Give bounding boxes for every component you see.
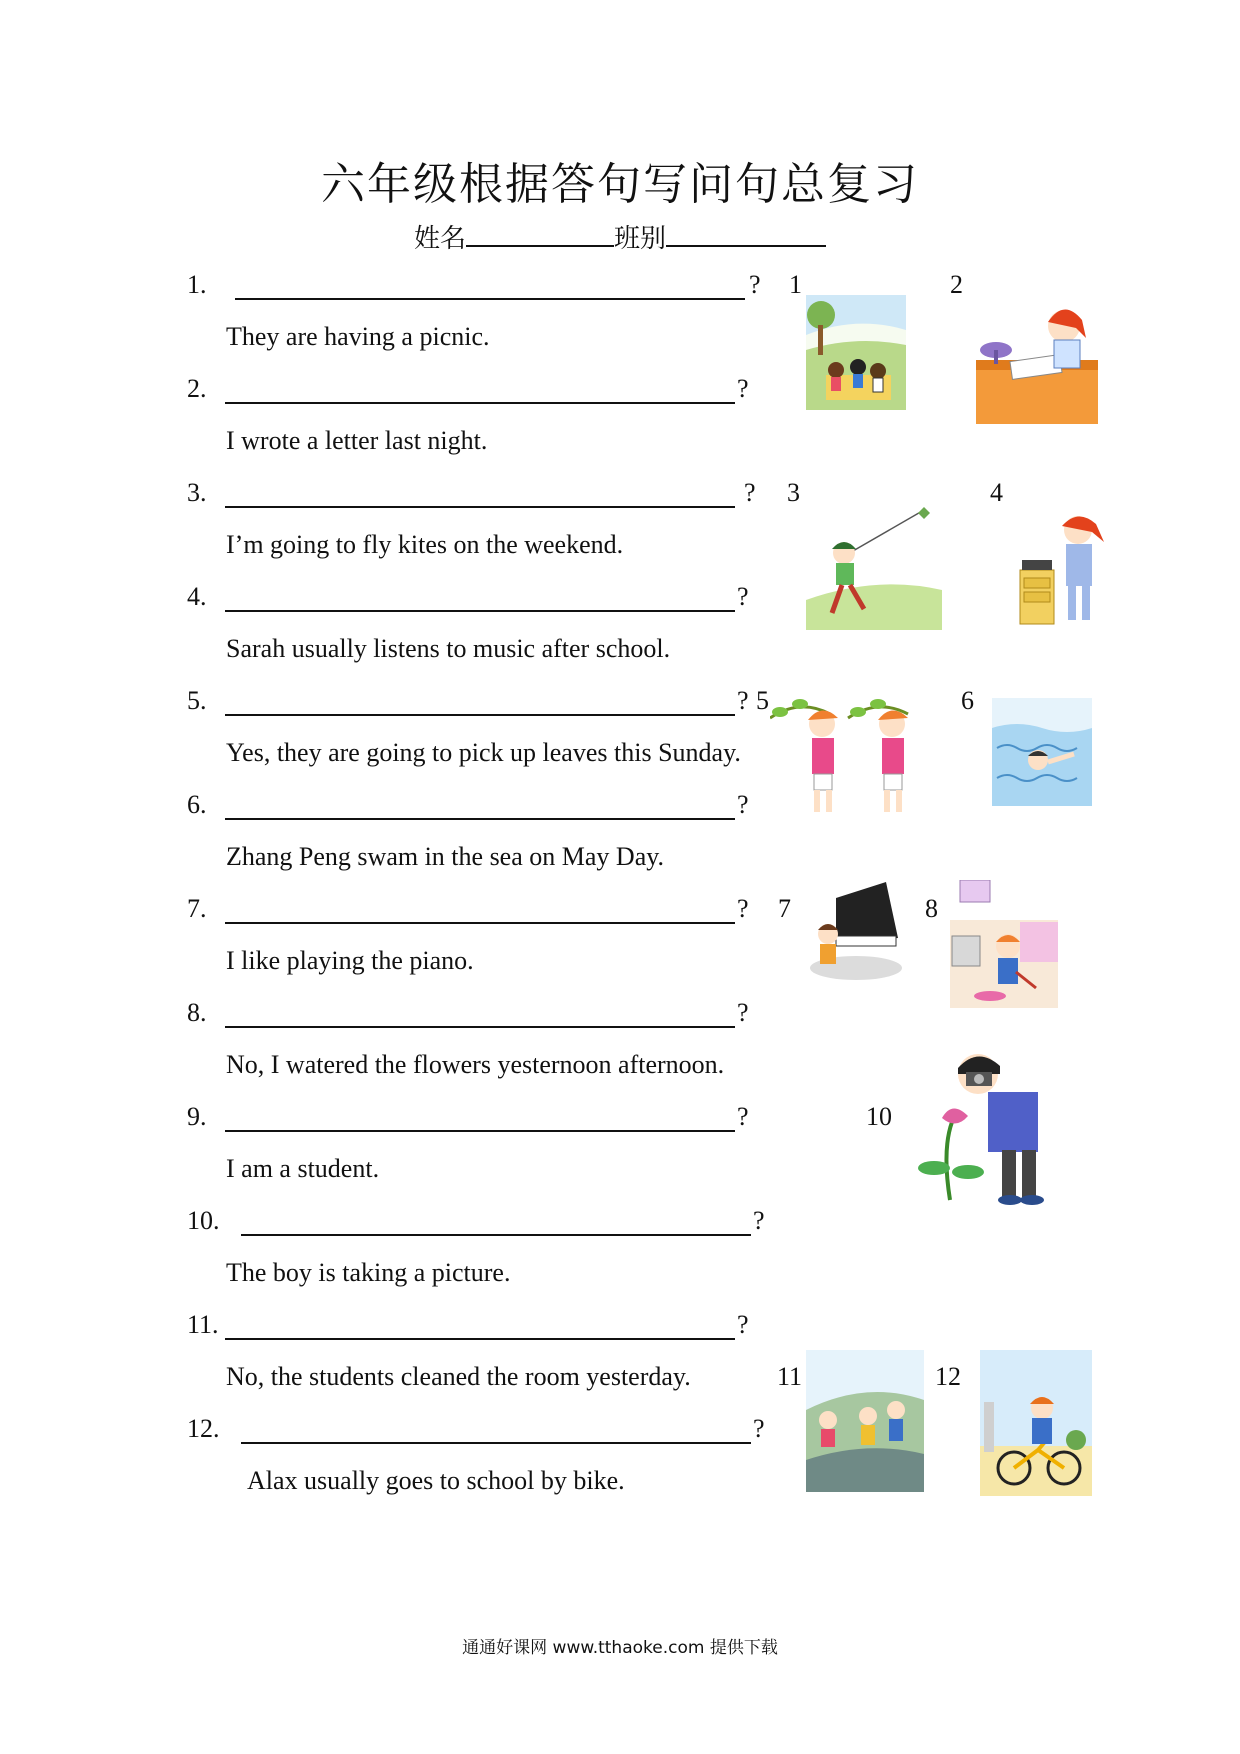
question-mark: ?: [737, 374, 749, 403]
question-number: 6.: [187, 790, 207, 819]
writing-letter-illustration: [976, 298, 1098, 424]
answer-blank[interactable]: [225, 714, 735, 716]
picture-label-6: 6: [961, 686, 974, 715]
picture-label-10: 10: [866, 1102, 892, 1131]
answer-blank[interactable]: [225, 1338, 735, 1340]
picture-label-2: 2: [950, 270, 963, 299]
picture-label-3: 3: [787, 478, 800, 507]
answer-2: I wrote a letter last night.: [226, 426, 488, 455]
picture-label-5: 5: [756, 686, 769, 715]
question-mark: ?: [753, 1414, 765, 1443]
picture-label-1: 1: [789, 270, 802, 299]
answer-blank[interactable]: [241, 1442, 751, 1444]
picking-leaves-illustration: [770, 688, 930, 820]
question-2: [187, 374, 767, 408]
question-11: [187, 1310, 767, 1344]
cleaning-room-illustration: [950, 880, 1058, 1008]
question-number: 11.: [187, 1310, 219, 1339]
answer-blank[interactable]: [225, 1026, 735, 1028]
question-mark: ?: [737, 1102, 749, 1131]
name-blank[interactable]: [466, 219, 614, 247]
question-4: [187, 582, 767, 616]
question-9: [187, 1102, 767, 1136]
question-3: [187, 478, 767, 512]
footer-credit: 通通好课网 www.tthaoke.com 提供下载: [462, 1638, 778, 1658]
answer-11: No, the students cleaned the room yesterday.: [226, 1362, 691, 1391]
question-mark: ?: [737, 686, 749, 715]
answer-3: I’m going to fly kites on the weekend.: [226, 530, 624, 559]
class-blank[interactable]: [666, 219, 826, 247]
question-number: 9.: [187, 1102, 207, 1131]
picture-label-4: 4: [990, 478, 1003, 507]
answer-blank[interactable]: [225, 506, 735, 508]
name-label: 姓名: [413, 224, 466, 254]
answer-6: Zhang Peng swam in the sea on May Day.: [226, 842, 665, 871]
answer-10: The boy is taking a picture.: [226, 1258, 511, 1287]
question-number: 3.: [187, 478, 207, 507]
picture-label-8: 8: [925, 894, 938, 923]
answer-blank[interactable]: [235, 298, 745, 300]
question-7: [187, 894, 767, 928]
picture-label-12: 12: [935, 1362, 961, 1391]
question-8: [187, 998, 767, 1032]
question-mark: ?: [737, 998, 749, 1027]
question-mark: ?: [744, 478, 756, 507]
answer-4: Sarah usually listens to music after school.: [226, 634, 671, 663]
question-number: 1.: [187, 270, 207, 299]
question-number: 5.: [187, 686, 207, 715]
answer-blank[interactable]: [225, 818, 735, 820]
question-12: [187, 1414, 767, 1448]
question-number: 8.: [187, 998, 207, 1027]
question-6: [187, 790, 767, 824]
class-label: 班别: [614, 224, 667, 254]
answer-5: Yes, they are going to pick up leaves this Sunday.: [226, 738, 741, 767]
question-1: [187, 270, 767, 304]
taking-picture-illustration: [912, 1050, 1060, 1210]
flying-kite-illustration: [806, 505, 942, 630]
phone-call-illustration: [1018, 508, 1110, 630]
question-number: 2.: [187, 374, 207, 403]
picture-label-7: 7: [778, 894, 791, 923]
picture-label-11: 11: [777, 1362, 803, 1391]
answer-blank[interactable]: [225, 402, 735, 404]
worksheet-title: 六年级根据答句写问句总复习: [321, 159, 919, 210]
answer-blank[interactable]: [225, 610, 735, 612]
answer-1: They are having a picnic.: [226, 322, 490, 351]
question-mark: ?: [737, 1310, 749, 1339]
playing-piano-illustration: [806, 878, 902, 982]
answer-blank[interactable]: [225, 1130, 735, 1132]
question-10: [187, 1206, 767, 1240]
question-mark: ?: [737, 790, 749, 819]
question-mark: ?: [737, 894, 749, 923]
answer-blank[interactable]: [241, 1234, 751, 1236]
question-mark: ?: [749, 270, 761, 299]
riding-bike-illustration: [980, 1350, 1092, 1496]
answer-7: I like playing the piano.: [226, 946, 474, 975]
question-mark: ?: [753, 1206, 765, 1235]
question-number: 12.: [187, 1414, 220, 1443]
answer-blank[interactable]: [225, 922, 735, 924]
picnic-illustration: [806, 295, 906, 410]
answer-8: No, I watered the flowers yesternoon afternoon.: [226, 1050, 725, 1079]
answer-12: Alax usually goes to school by bike.: [247, 1466, 625, 1495]
question-5: [187, 686, 767, 720]
question-number: 4.: [187, 582, 207, 611]
question-mark: ?: [737, 582, 749, 611]
question-number: 10.: [187, 1206, 220, 1235]
student-info-line: [0, 218, 1240, 255]
swimming-illustration: [992, 698, 1092, 806]
question-number: 7.: [187, 894, 207, 923]
students-climbing-illustration: [806, 1350, 924, 1492]
answer-9: I am a student.: [226, 1154, 380, 1183]
